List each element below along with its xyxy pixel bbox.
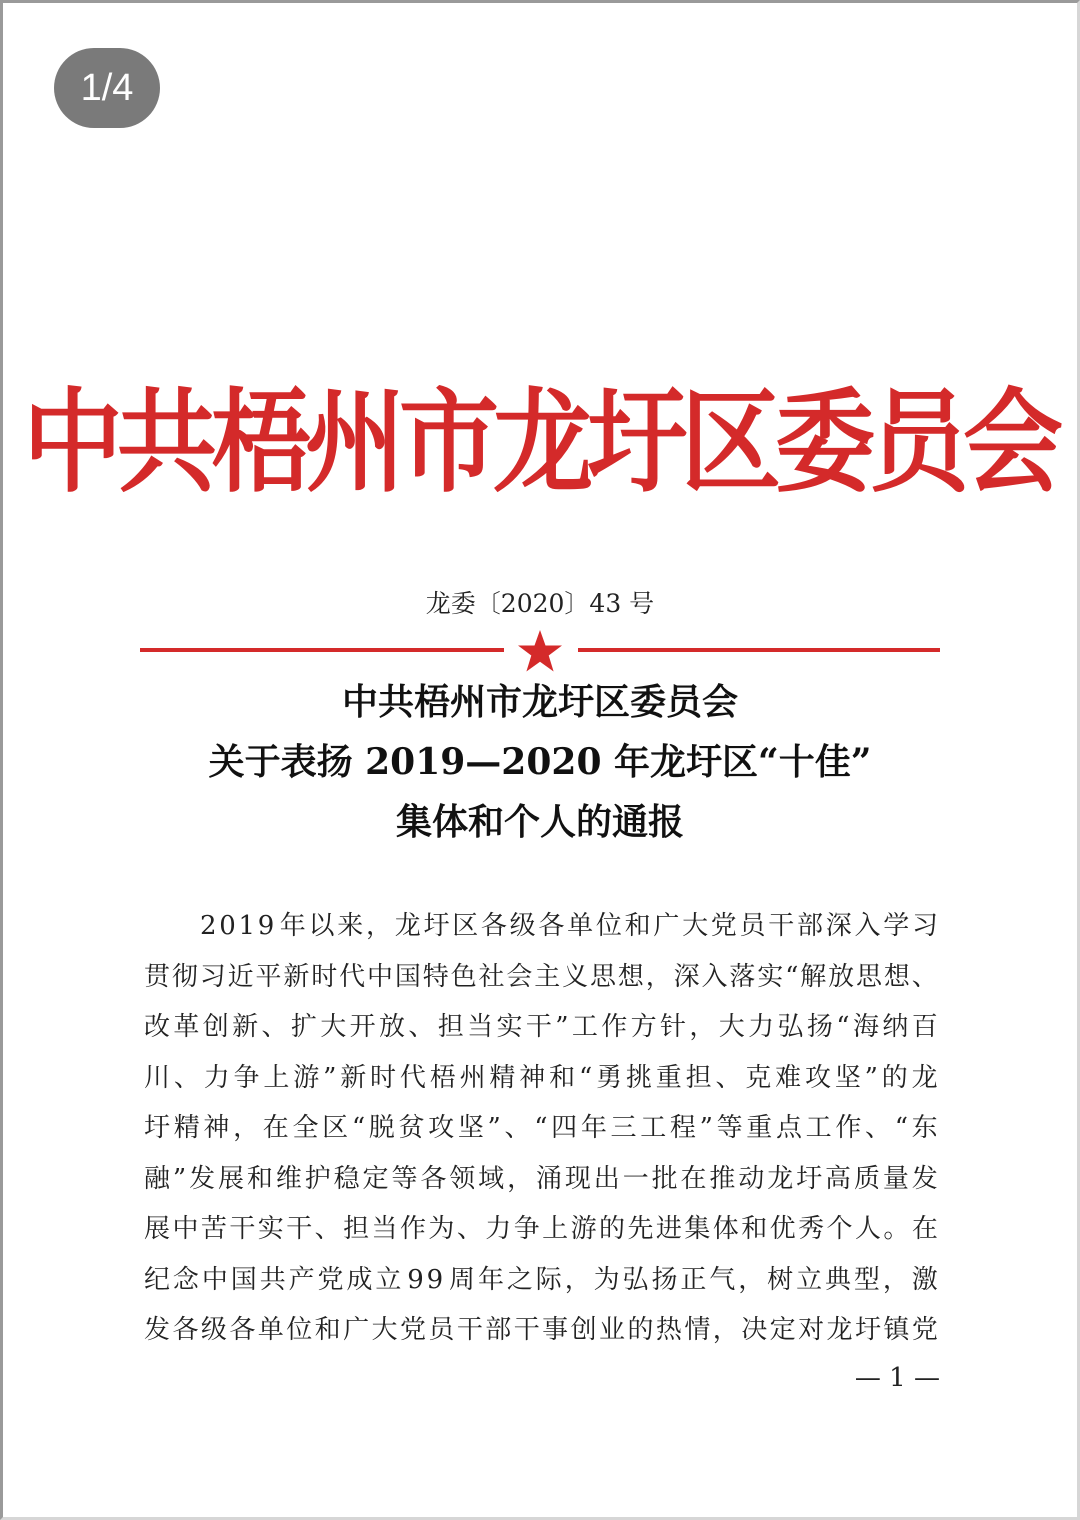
issuer-header: 中共梧州市龙圩区委员会	[23, 376, 1057, 508]
body-line: 圩 精 神 ， 在 全 区 “ 脱 贫 攻 坚 ” 、 “ 四 年 三 工 程 ” 等 重 点 工 作 、 “ 东	[144, 1113, 938, 1143]
red-divider-right	[578, 648, 940, 652]
body-line: 发 各 级 各 单 位 和 广 大 党 员 干 部 干 事 创 业 的 热 情 ， 决 定 对 龙 圩 镇 党	[144, 1315, 938, 1345]
document-title	[0, 672, 1080, 852]
page-indicator: 1/4	[54, 48, 160, 128]
body-line: 川 、 力 争 上 游 ” 新 时 代 梧 州 精 神 和 “ 勇 挑 重 担 、 克 难 攻 坚 ” 的 龙	[144, 1062, 938, 1093]
red-divider-left	[140, 648, 504, 652]
body-line: 展 中 苦 干 实 干 、 担 当 作 为 、 力 争 上 游 的 先 进 集 体 和 优 秀 个 人 。 在	[144, 1214, 938, 1244]
body-line: 融 ” 发 展 和 维 护 稳 定 等 各 领 域 ， 涌 现 出 一 批 在 推 动 龙 圩 高 质 量 发	[144, 1163, 938, 1194]
body-line: 2 0 1 9 年 以 来 ， 龙 圩 区 各 级 各 单 位 和 广 大 党 员 干 部 深 入 学 习	[200, 911, 938, 941]
page-number-footer: — 1 —	[854, 1363, 940, 1393]
red-star-icon	[517, 629, 563, 673]
body-paragraph	[144, 901, 938, 1356]
title-line-3: 集体和个人的通报	[395, 801, 684, 843]
title-line-2: 关于表扬 2019—2020 年龙圩区“十佳”	[208, 741, 872, 783]
title-line-1: 中共梧州市龙圩区委员会	[341, 681, 738, 723]
body-line: 纪 念 中 国 共 产 党 成 立 9 9 周 年 之 际 ， 为 弘 扬 正 气 ， 树 立 典 型 ， 激	[144, 1264, 938, 1295]
body-line: 改 革 创 新 、 扩 大 开 放 、 担 当 实 干 ” 工 作 方 针 ， 大 力 弘 扬 “ 海 纳 百	[144, 1012, 938, 1042]
body-line: 贯 彻 习 近 平 新 时 代 中 国 特 色 社 会 主 义 思 想 ， 深 入 落 实 “ 解 放 思 想 、	[144, 961, 938, 992]
document-number: 龙委〔2020〕43 号	[425, 589, 655, 618]
